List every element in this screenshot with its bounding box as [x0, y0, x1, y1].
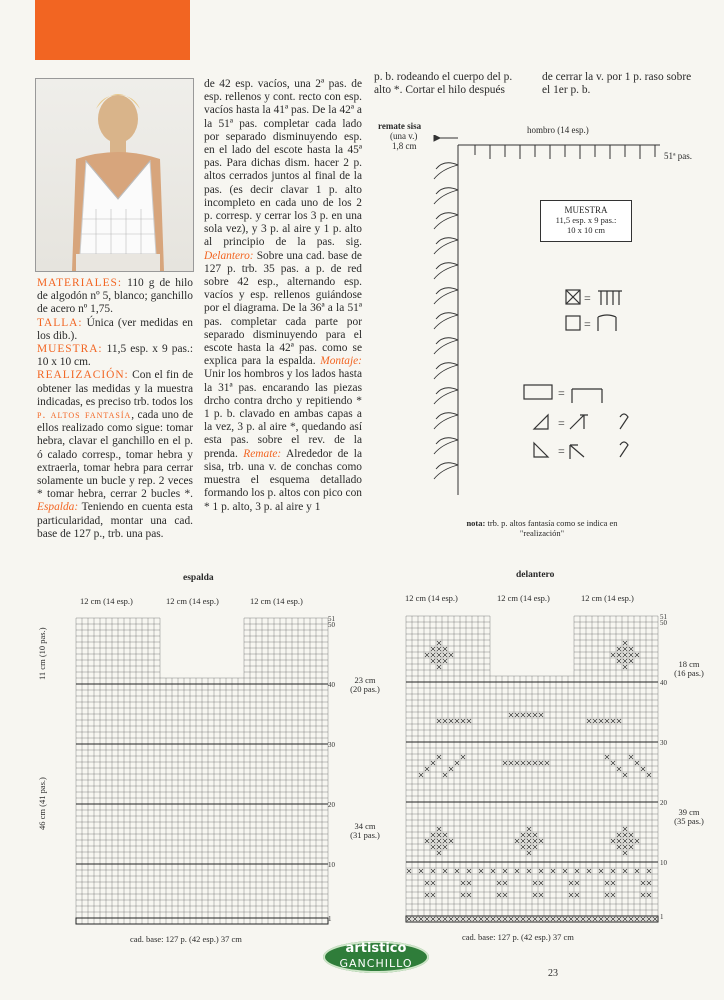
espalda-dim-top-3: 12 cm (14 esp.)	[250, 596, 303, 606]
delantero-right-bottom-dim: 39 cm (35 pas.)	[674, 807, 704, 826]
materiales-text: 110 g de hilo de algodón nº 5, blanco; ganchillo de acero nº 1,75.	[37, 277, 193, 316]
svg-text:=: =	[558, 444, 565, 458]
remate-heading: Remate:	[243, 447, 282, 460]
row-number: 40	[660, 679, 667, 687]
espalda-left-top-dim: 11 cm (10 pas.)	[37, 627, 47, 680]
delantero-dim-top-3: 12 cm (14 esp.)	[581, 593, 634, 603]
row-number: 51	[660, 613, 667, 621]
row-number: 1	[328, 915, 332, 923]
text-column-1	[37, 277, 193, 541]
col2-text-3: Unir los hombros y los lados hasta la 31ª pas. encarando las piezas drcho contra drcho y repitiendo * 1 p. b. clavado en ambas capas a la vez, 3 p. al aire *, quedando así esta pas. sobre el rev. de la prenda.	[204, 368, 362, 460]
col4-text: de cerrar la v. por 1 p. raso sobre el 1er p. b.	[542, 71, 692, 97]
row-number: 30	[328, 741, 335, 749]
model-photo	[35, 78, 194, 272]
materiales-heading: MATERIALES:	[37, 277, 123, 289]
model-photo-illustration	[36, 79, 193, 271]
text-column-2	[204, 78, 362, 514]
delantero-base: cad. base: 127 p. (42 esp.) 37 cm	[462, 932, 574, 942]
row-number: 50	[328, 621, 335, 629]
text-column-4	[542, 71, 702, 97]
row-number: 51	[328, 615, 335, 623]
realizacion-text: Con el fin de obtener las medidas y la muestra indicadas, es preciso trb. todos los	[37, 369, 193, 408]
delantero-heading: Delantero:	[204, 249, 254, 262]
row-number: 10	[328, 861, 335, 869]
row-number: 50	[660, 619, 667, 627]
row-number: 20	[328, 801, 335, 809]
espalda-text: Teniendo en cuenta esta particularidad, montar una cad. base de 127 p., trb. una pas.	[37, 501, 193, 540]
muestra-text: 11,5 esp. x 9 pas.: 10 x 10 cm.	[37, 343, 193, 369]
row-number: 20	[660, 799, 667, 807]
muestra-box-title: MUESTRA	[564, 205, 608, 215]
symbol-legend	[520, 285, 660, 465]
col2-text-4: Alrededor de la sisa, trb. una v. de conchas como muestra el esquema detallado formando los p. altos con pico con * 1 p. alto, 3 p. al aire y 1	[204, 447, 362, 513]
delantero-title: delantero	[516, 570, 555, 580]
pfantasia-term: p. altos fantasía	[37, 409, 132, 422]
montaje-heading: Montaje:	[320, 355, 362, 368]
logo-line-2: GANCHILLO	[339, 957, 413, 970]
delantero-chart-grid	[398, 610, 680, 930]
talla-text: Única (ver medidas en los dib.).	[37, 316, 193, 342]
nota-text: trb. p. altos fantasía como se indica en "realización"	[487, 518, 618, 538]
nota-note	[452, 518, 632, 538]
remate-sisa-label: remate sisa	[378, 121, 422, 131]
page-number: 23	[548, 968, 558, 979]
espalda-base: cad. base: 127 p. (42 esp.) 37 cm	[130, 934, 242, 944]
hombro-label: hombro (14 esp.)	[527, 125, 589, 135]
muestra-box-line2: 10 x 10 cm	[566, 225, 605, 235]
row-number: 1	[660, 913, 664, 921]
col3-text: p. b. rodeando el cuerpo del p. alto *. Cortar el hilo después	[374, 71, 513, 97]
svg-text:=: =	[584, 317, 591, 331]
row-number: 30	[660, 739, 667, 747]
pas51-label: 51ª pas.	[664, 151, 692, 161]
espalda-title: espalda	[183, 573, 214, 583]
espalda-chart-grid	[68, 612, 348, 932]
espalda-dim-top-1: 12 cm (14 esp.)	[80, 596, 133, 606]
muestra-box-line1: 11,5 esp. x 9 pas.:	[555, 215, 617, 225]
talla-heading: TALLA:	[37, 316, 83, 329]
orange-header-block	[35, 0, 190, 60]
espalda-right-top-dim: 23 cm (20 pas.)	[350, 675, 380, 694]
row-number: 40	[328, 681, 335, 689]
espalda-left-bottom-dim: 46 cm (41 pas.)	[37, 777, 47, 830]
nota-label: nota:	[466, 518, 486, 528]
delantero-right-top-dim: 18 cm (16 pas.)	[674, 659, 704, 678]
espalda-dim-top-2: 12 cm (14 esp.)	[166, 596, 219, 606]
svg-text:=: =	[584, 291, 591, 305]
logo-line-1: artistico	[345, 941, 407, 956]
delantero-dim-top-2: 12 cm (14 esp.)	[497, 593, 550, 603]
svg-text:=: =	[558, 416, 565, 430]
espalda-heading: Espalda:	[37, 501, 79, 514]
realizacion-text-2: , cada uno de ellos realizado como sigue: tomar hebra, clavar el ganchillo en el p. ó calado corresp., tomar hebra y extraerla, tomar hebra para cerrar solamente un bucle y rep. 2 veces * tomar hebra, cerrar 2 bucles *.	[37, 409, 193, 501]
realizacion-heading: REALIZACIÓN:	[37, 369, 129, 382]
row-number: 10	[660, 859, 667, 867]
artistico-ganchillo-logo	[323, 941, 429, 973]
col2-text-1: de 42 esp. vacíos, una 2ª pas. de esp. rellenos y cont. recto con esp. vacíos hasta la 41ª pas. De la 42ª a la 51ª pas. completar cada lado por separado disminuyendo esp. en el lado del escote hasta la 45ª pas. Para dichas dism. hacer 2 p. altos cerrados juntos al final de la pas. (es decir clavar 1 p. alto incompleto en cada uno de los 2 p. corresp. y cerrar los 3 p. en una sola vez), y 3 p. al aire y 1 p. alto al principio de la pas. sig.	[204, 78, 362, 249]
text-column-3	[374, 71, 530, 97]
delantero-dim-top-1: 12 cm (14 esp.)	[405, 593, 458, 603]
una-v-label: (una v.)	[390, 131, 418, 141]
svg-text:=: =	[558, 386, 565, 400]
espalda-right-bottom-dim: 34 cm (31 pas.)	[350, 821, 380, 840]
cm18-label: 1,8 cm	[392, 141, 417, 151]
col2-text-2: Sobre una cad. base de 127 p. trb. 35 pas. a p. de red sobre 42 esp., alternando esp. vacíos y esp. rellenos guiándose por el diagrama. De la 36ª a la 51ª pas. completar cada parte por separado disminuyendo para el escote hasta la 42ª pas. como se explica para la espalda.	[204, 249, 362, 368]
muestra-heading: MUESTRA:	[37, 343, 103, 356]
muestra-box	[540, 200, 632, 242]
